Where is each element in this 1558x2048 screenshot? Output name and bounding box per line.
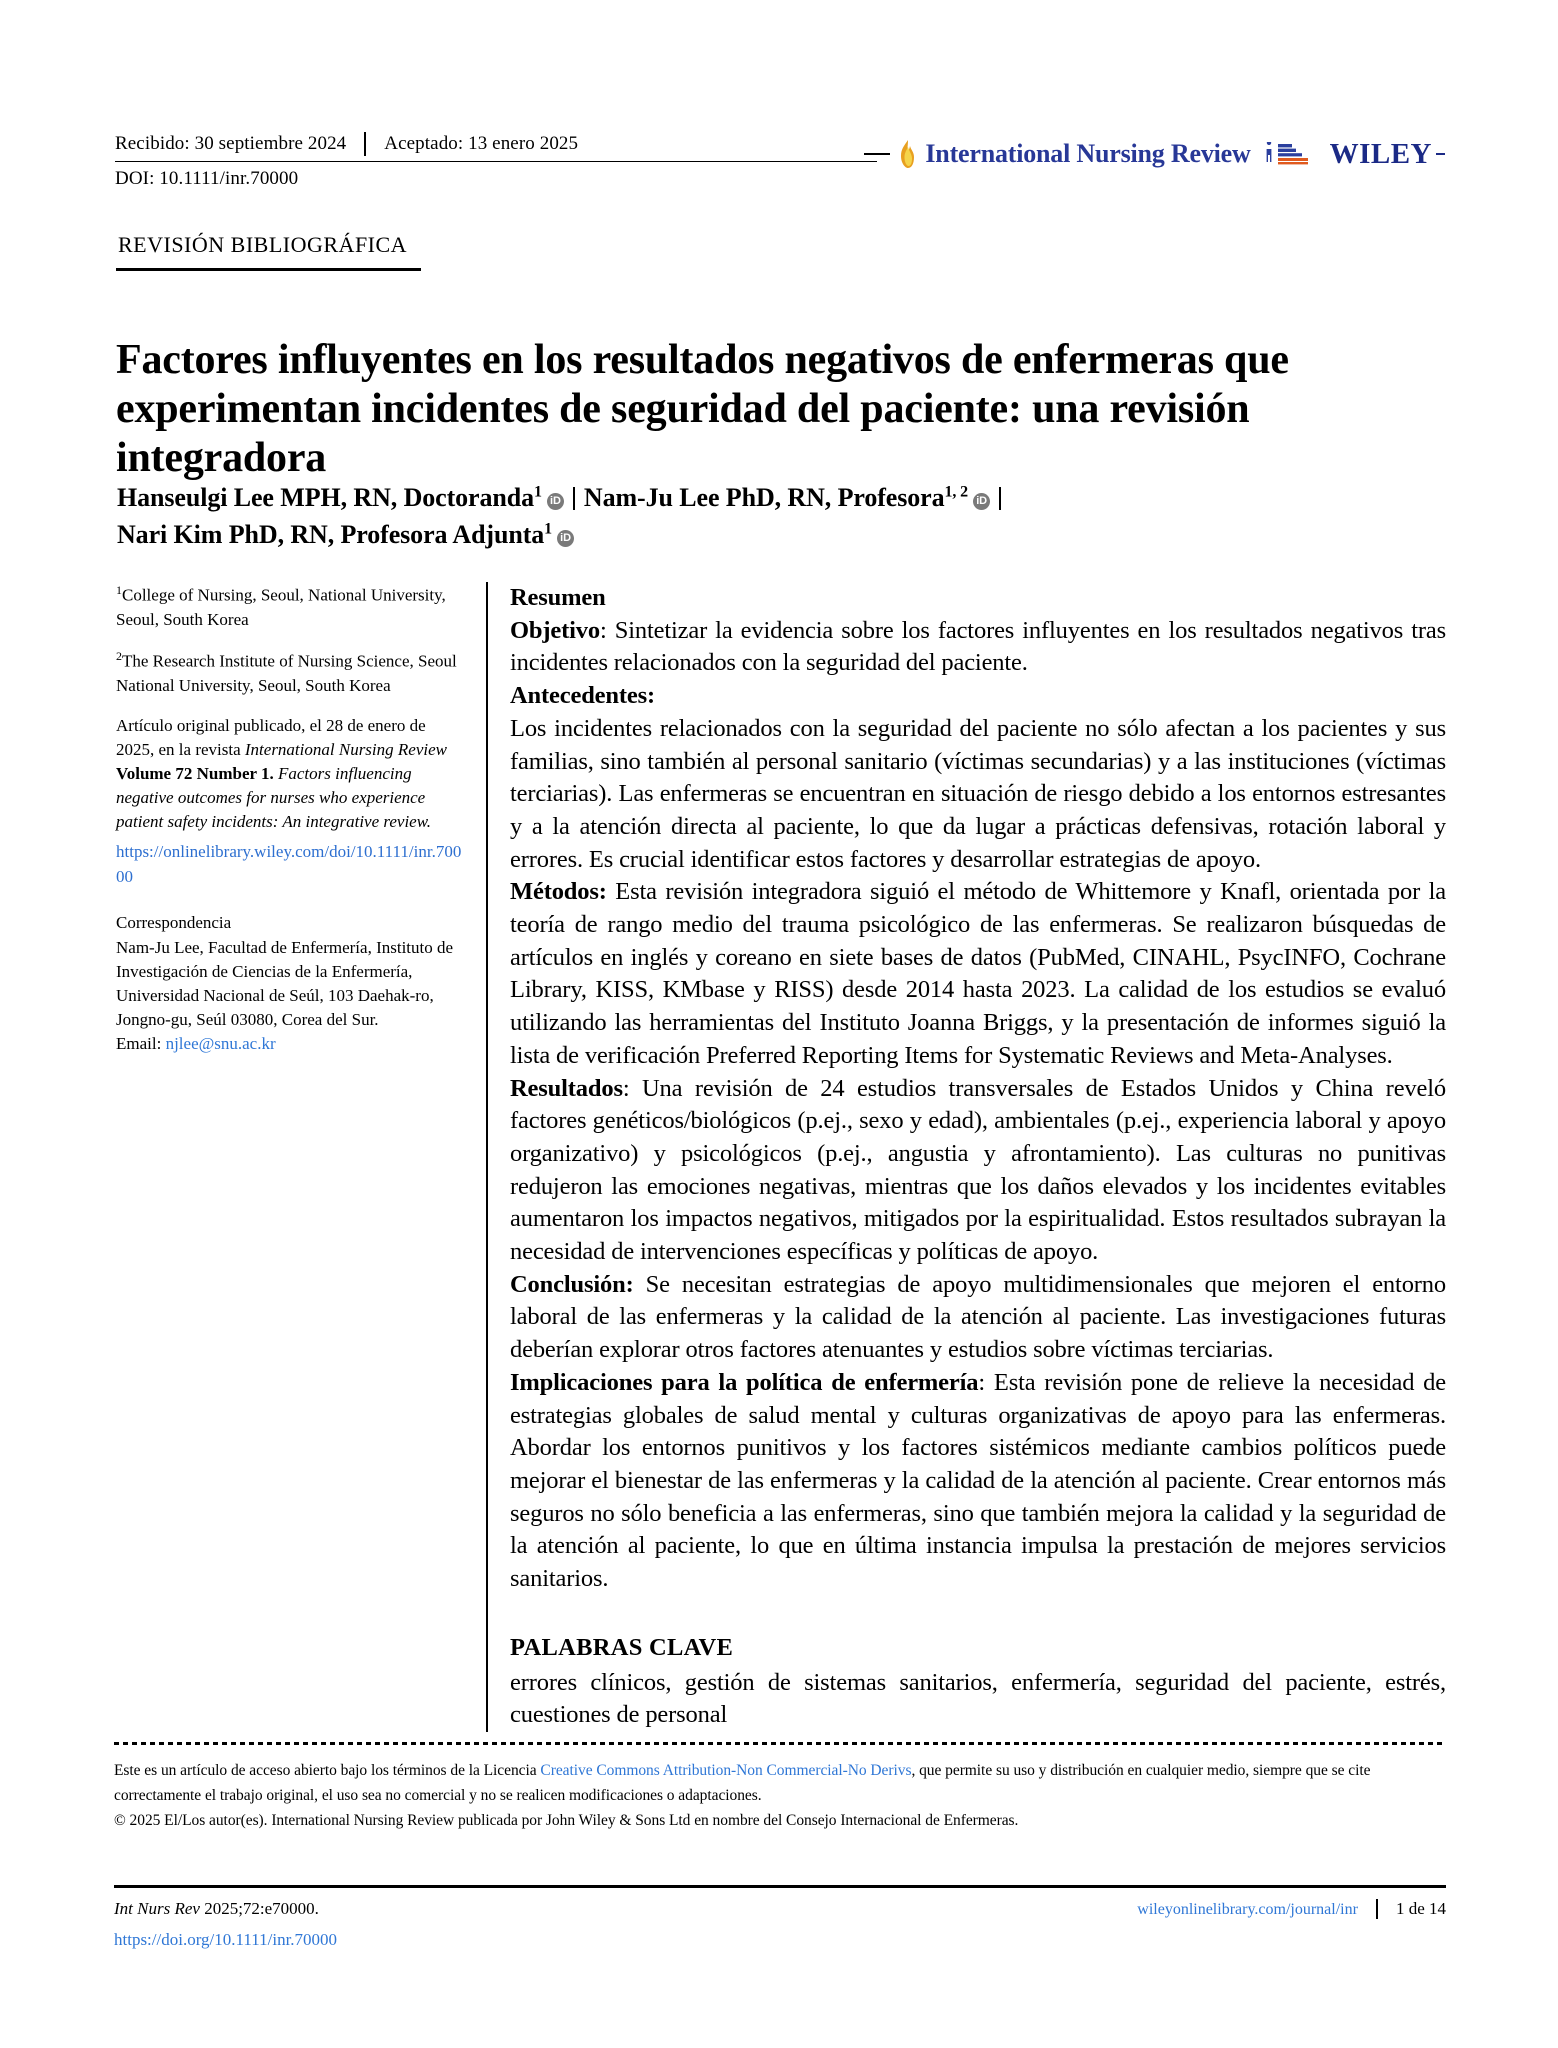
footer-citation-journal: Int Nurs Rev [114, 1899, 200, 1918]
doi-line: DOI: 10.1111/inr.70000 [115, 168, 299, 190]
affiliations-sidebar [116, 582, 486, 1732]
abstract-resultados-label: Resultados [510, 1074, 623, 1102]
page-number: 1 de 14 [1395, 1899, 1446, 1918]
accepted-date: Aceptado: 13 enero 2025 [384, 133, 579, 154]
author-1 [117, 483, 566, 512]
keywords-title: PALABRAS CLAVE [510, 1633, 734, 1661]
abstract-conclusion [510, 1269, 1446, 1367]
page-title: Factores influyentes en los resultados negativos de enfermeras que experimentan incidentes de seguridad del paciente: una revisión integradora [116, 337, 1289, 482]
masthead-rule [864, 153, 890, 156]
correspondence-email-row [116, 1032, 466, 1056]
abstract-resultados [510, 1073, 1446, 1269]
email-label: Email: [116, 1034, 166, 1054]
affiliation-2-text: The Research Institute of Nursing Science, Seoul National University, Seoul, South Korea [116, 651, 457, 695]
abstract-metodos [510, 876, 1446, 1072]
affiliation-1-marker: 1 [116, 583, 122, 597]
body-columns [116, 582, 1446, 1732]
abstract-objetivo [510, 615, 1446, 680]
original-article-link[interactable]: https://onlinelibrary.wiley.com/doi/10.1111/inr.70000 [116, 842, 462, 886]
footer-right [1137, 1896, 1446, 1923]
orcid-icon[interactable]: iD [547, 493, 564, 510]
abstract-metodos-label: Métodos: [510, 878, 607, 906]
original-article-link-wrap [116, 840, 466, 888]
journal-url-link[interactable]: wileyonlinelibrary.com/journal/inr [1137, 1901, 1358, 1918]
author-1-affiliation-marker: 1 [534, 483, 542, 501]
license-text-b: , que permite su uso y distribución en cualquier medio, siempre que se cite correctamente el trabajo original, el uso sea no comercial y no se realicen modificaciones o adaptaciones. [114, 1762, 1371, 1805]
author-list [117, 480, 1397, 554]
author-2-affiliation-marker: 1, 2 [944, 483, 969, 501]
article-type-rule [116, 268, 421, 271]
author-1-name: Hanseulgi Lee MPH, RN, Doctoranda [117, 483, 535, 512]
license-text-a: Este es un artículo de acceso abierto bajo los términos de la Licencia [114, 1762, 541, 1779]
affiliation-2 [116, 648, 466, 698]
footer-row [114, 1896, 1446, 1923]
footer-doi-link[interactable]: https://doi.org/10.1111/inr.70000 [114, 1929, 338, 1949]
abstract-metodos-text: Esta revisión integradora siguió el método de Whittemore y Knafl, orientada por la teoría de rango medio del trauma psicológico de las enfermeras. Se realizaron búsquedas de artículos en inglés y coreano en siete bases de datos (PubMed, CINAHL, PsycINFO, Cochrane Library, KISS, KMbase y RISS) desde 2014 hasta 2023. La calidad de los estudios se evaluó utilizando las herramientas del Instituto Joanna Briggs, y la presentación de informes siguió la lista de verificación Preferred Reporting Items for Systematic Reviews and Meta-Analyses. [510, 878, 1446, 1069]
abstract-conclusion-label: Conclusión: [510, 1270, 634, 1298]
author-separator [573, 487, 575, 510]
abstract-antecedentes-label: Antecedentes: [510, 682, 656, 710]
abstract-section [488, 582, 1446, 1732]
author-2-name: Nam-Ju Lee PhD, RN, Profesora [583, 483, 945, 512]
received-date: Recibido: 30 septiembre 2024 [115, 133, 347, 154]
orig-note-volume: Volume 72 Number 1. [116, 764, 278, 784]
abstract-objetivo-label: Objetivo [510, 616, 600, 644]
orcid-icon[interactable]: iD [973, 493, 990, 510]
dates-separator [364, 132, 366, 156]
footer-citation [114, 1896, 319, 1922]
orig-note-title: Factors influencing negative outcomes for nurses who experience patient safety incidents: An integrative review. [116, 764, 432, 832]
email-link[interactable]: njlee@snu.ac.kr [165, 1034, 276, 1054]
journal-masthead [864, 132, 1445, 176]
author-3-name: Nari Kim PhD, RN, Profesora Adjunta [117, 519, 545, 549]
orcid-icon[interactable]: iD [557, 530, 574, 547]
page-footer [114, 1896, 1446, 1953]
license-statement [114, 1758, 1446, 1808]
header-rule [115, 161, 877, 163]
correspondence-block [116, 911, 466, 1057]
abstract-antecedentes-text: Los incidentes relacionados con la seguridad del paciente no sólo afectan a los pacientes y sus familias, sino también al personal sanitario (víctimas secundarias) y a las instituciones (víctimas terciarias). Las enfermeras se encuentran en situación de riesgo debido a los entornos estresantes y a la atención directa al paciente, lo que da lugar a prácticas defensivas, rotación laboral y errores. Es crucial identificar estos factores y desarrollar estrategias de apoyo. [510, 714, 1446, 873]
affiliation-2-marker: 2 [116, 648, 122, 663]
article-type-label: REVISIÓN BIBLIOGRÁFICA [118, 232, 408, 257]
original-article-note [116, 714, 466, 835]
correspondence-address: Nam-Ju Lee, Facultad de Enfermería, Instituto de Investigación de Ciencias de la Enfermería, Universidad Nacional de Seúl, 103 Daehak-ro, Jongno-gu, Seúl 03080, Corea del Sur. [116, 937, 454, 1030]
orig-note-lead: Artículo original publicado, el 28 de enero de 2025, en la revista [116, 715, 426, 759]
abstract-implicaciones-text: : Esta revisión pone de relieve la necesidad de estrategias globales de salud mental y culturas organizativas de apoyo para las enfermeras. Abordar los entornos punitivos y los factores sistémicos mediante cambios políticos puede mejorar el bienestar de las enfermeras y la calidad de la atención al paciente. Crear entornos más seguros no sólo beneficia a las enfermeras, sino que también mejora la calidad y la seguridad de la atención al paciente, lo que en última instancia impulsa la prestación de mejores servicios sanitarios. [510, 1368, 1446, 1593]
affiliation-1 [116, 582, 466, 632]
affiliation-1-text: College of Nursing, Seoul, National University, Seoul, South Korea [116, 585, 446, 629]
footer-separator [1376, 1899, 1378, 1919]
license-block [114, 1758, 1446, 1833]
abstract-objetivo-text: : Sintetizar la evidencia sobre los factores influyentes en los resultados negativos tras incidentes relacionados con la seguridad del paciente. [510, 616, 1446, 677]
author-separator [999, 487, 1001, 510]
abstract-heading: Resumen [510, 584, 606, 611]
page-header [115, 132, 1445, 190]
author-2 [584, 483, 992, 512]
keywords-list: errores clínicos, gestión de sistemas sanitarios, enfermería, seguridad del paciente, estrés, cuestiones de personal [510, 1668, 1446, 1729]
author-3-affiliation-marker: 1 [544, 520, 553, 538]
abstract-implicaciones-label: Implicaciones para la política de enfermería [510, 1368, 979, 1396]
flame-icon [898, 139, 916, 169]
keywords-section [510, 1632, 1446, 1732]
abstract-conclusion-text: Se necesitan estrategias de apoyo multidimensionales que mejoren el entorno laboral de las enfermeras y la calidad de la atención al paciente. Las investigaciones futuras deberían explorar otros factores atenuantes y estudios sobre víctimas terciarias. [510, 1270, 1446, 1364]
wiley-logo: WILEY [1329, 137, 1432, 170]
wiley-dash-icon [1436, 153, 1445, 156]
footer-rule [114, 1885, 1446, 1888]
license-divider [114, 1742, 1444, 1745]
correspondence-title: Correspondencia [116, 912, 232, 932]
abstract-implicaciones [510, 1367, 1446, 1596]
license-link[interactable]: Creative Commons Attribution-Non Commercial-No Derivs [540, 1762, 912, 1779]
abstract-resultados-text: : Una revisión de 24 estudios transversales de Estados Unidos y China reveló factores genéticos/biológicos (p.ej., sexo y edad), ambientales (p.ej., experiencia laboral y apoyo organizativo) y psicológicos (p.ej., angustia y afrontamiento). Las culturas no punitivas redujeron las emociones negativas, mientras que los daños elevados y los incidentes evitables aumentaron los impactos negativos, mitigados por la espiritualidad. Estos resultados subrayan la necesidad de intervenciones específicas y políticas de apoyo. [510, 1074, 1446, 1266]
journal-title: International Nursing Review [925, 139, 1251, 168]
icn-logo-icon [1265, 142, 1317, 166]
copyright-line: © 2025 El/Los autor(es). International Nursing Review publicada por John Wiley & Sons Ltd en nombre del Consejo Internacional de Enfermeras. [114, 1812, 1019, 1830]
footer-citation-rest: 2025;72:e70000. [199, 1899, 319, 1918]
orig-note-journal: International Nursing Review [244, 739, 447, 759]
author-3 [117, 520, 576, 549]
